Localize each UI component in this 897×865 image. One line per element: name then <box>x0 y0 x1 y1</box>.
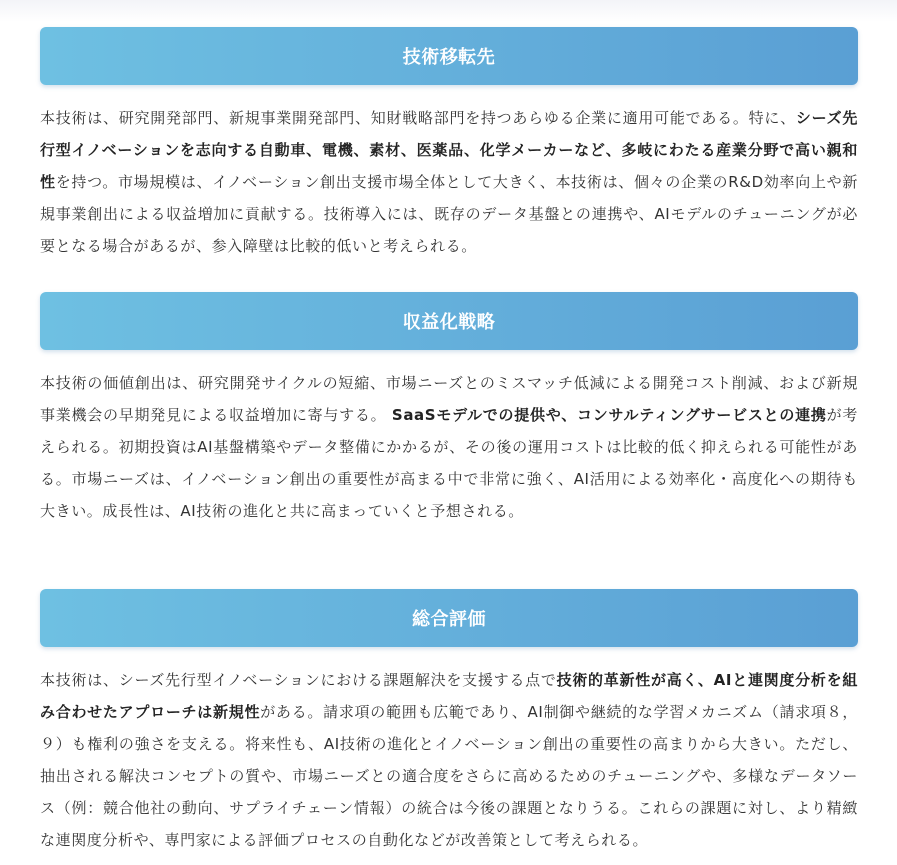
top-fade <box>0 0 897 22</box>
section-paragraph <box>40 664 858 856</box>
section-overall-evaluation <box>40 589 858 856</box>
paragraph-text: 本技術の価値創出は、研究開発サイクルの短縮、市場ニーズとのミスマッチ低減による開発コスト削減、および新規事業機会の早期発見による収益増加に寄与する。 <box>40 374 858 424</box>
paragraph-text: がある。請求項の範囲も広範であり、AI制御や継続的な学習メカニズム（請求項８，９）も権利の強さを支える。将来性も、AI技術の進化とイノベーション創出の重要性の高まりから大きい。ただし、抽出される解決コンセプトの質や、市場ニーズとの適合度をさらに高めるためのチューニングや、多様なデータソース（例：競合他社の動向、サプライチェーン情報）の統合は今後の課題となりうる。これらの課題に対し、より精緻な連関度分析や、専門家による評価プロセスの自動化などが改善策として考えられる。 <box>40 703 858 849</box>
paragraph-text: が考えられる。初期投資はAI基盤構築やデータ整備にかかるが、その後の運用コストは比較的低く抑えられる可能性がある。市場ニーズは、イノベーション創出の重要性が高まる中で非常に強く、AI活用による効率化・高度化への期待も大きい。成長性は、AI技術の進化と共に高まっていくと予想される。 <box>40 406 859 520</box>
section-title: 収益化戦略 <box>402 312 496 333</box>
paragraph-text: 本技術は、研究開発部門、新規事業開発部門、知財戦略部門を持つあらゆる企業に適用可能である。特に、 <box>40 109 796 127</box>
section-header <box>40 27 858 85</box>
section-header <box>40 292 858 350</box>
paragraph-emphasis: SaaSモデルでの提供や、コンサルティングサービスとの連携 <box>391 406 827 424</box>
paragraph-text: 本技術は、シーズ先行型イノベーションにおける課題解決を支援する点で <box>40 671 557 689</box>
section-monetization-strategy <box>40 292 858 527</box>
section-title: 総合評価 <box>412 609 486 630</box>
section-title: 技術移転先 <box>402 47 496 68</box>
section-paragraph <box>40 102 858 262</box>
section-technology-transfer <box>40 27 858 262</box>
paragraph-emphasis: シーズ先行型イノベーションを志向する自動車、電機、素材、医薬品、化学メーカーなど、多岐にわたる産業分野で高い親和性 <box>40 109 859 191</box>
section-paragraph <box>40 367 858 527</box>
paragraph-text: を持つ。市場規模は、イノベーション創出支援市場全体として大きく、本技術は、個々の企業のR&D効率向上や新規事業創出による収益増加に貢献する。技術導入には、既存のデータ基盤との連携や、AIモデルのチューニングが必要となる場合があるが、参入障壁は比較的低いと考えられる。 <box>40 173 858 255</box>
section-header <box>40 589 858 647</box>
paragraph-emphasis: 技術的革新性が高く、AIと連関度分析を組み合わせたアプローチは新規性 <box>40 671 858 721</box>
